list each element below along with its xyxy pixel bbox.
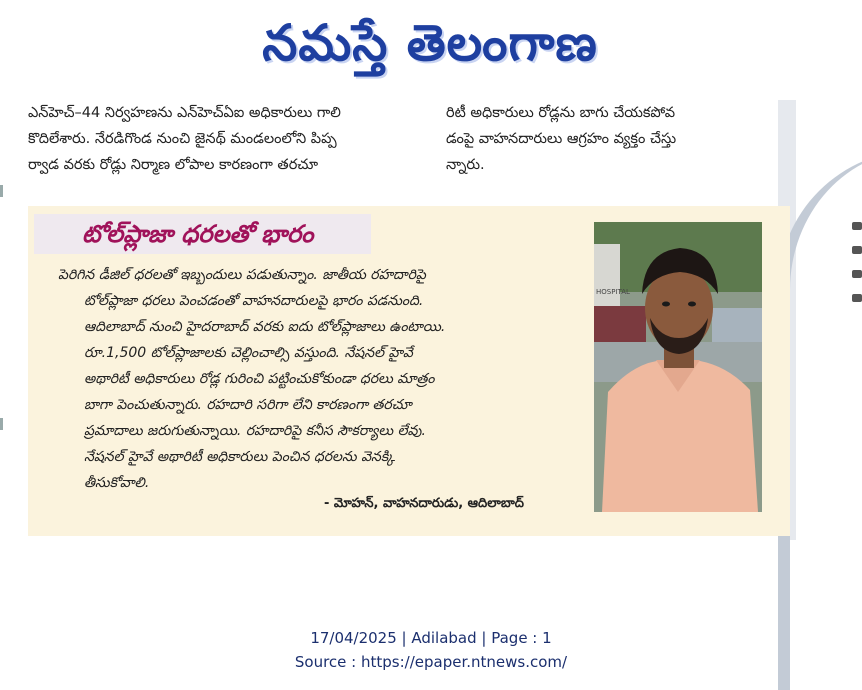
quote-line: టోల్‌ప్లాజా ధరలు పెంచడంతో వాహనదారులపై భారం పడనుంది. xyxy=(84,293,424,309)
edge-mark xyxy=(852,294,862,302)
edge-dot xyxy=(0,185,3,197)
box-title: టోల్‌ప్లాజా ధరలతో భారం xyxy=(82,220,314,248)
quote-line: అథారిటీ అధికారులు రోడ్ల గురించి పట్టించుకోకుండా ధరలు మాత్రం xyxy=(84,371,435,387)
page-footer xyxy=(0,626,862,674)
quote-line: ఆదిలాబాద్‌ నుంచి హైదరాబాద్‌ వరకు ఐదు టోల్‌ప్లాజాలు ఉంటాయి. xyxy=(84,319,446,335)
article-line: కొదిలేశారు. నేరడిగొండ నుంచి జైనథ్‌ మండలంలోని పిప్ప xyxy=(28,131,337,147)
edge-mark xyxy=(852,222,862,230)
source-link[interactable]: Source : https://epaper.ntnews.com/ xyxy=(294,653,568,671)
person-photo-illustration xyxy=(594,222,762,512)
newspaper-logo: నమస్తే తెలంగాణ xyxy=(262,14,598,72)
quote-line: బాగా పెంచుతున్నారు. రహదారి సరిగా లేని కారణంగా తరచూ xyxy=(84,397,412,413)
quote-attribution: - మోహన్‌, వాహనదారుడు, ఆదిలాబాద్‌ xyxy=(324,496,524,511)
quote-text xyxy=(58,262,588,496)
article-line: న్నారు. xyxy=(446,157,485,173)
person-photo xyxy=(594,222,762,512)
hospital-sign: HOSPITAL xyxy=(596,288,630,296)
article-line: డంపై వాహనదారులు ఆగ్రహం వ్యక్తం చేస్తు xyxy=(446,131,677,147)
edge-dot xyxy=(0,418,3,430)
quote-box xyxy=(28,206,790,536)
article-line: ర్వాడ వరకు రోడ్లు నిర్మాణ లోపాల కారణంగా తరచూ xyxy=(28,157,319,173)
quote-line: ప్రమాదాలు జరుగుతున్నాయి. రహదారిపై కనీస సౌకర్యాలు లేవు. xyxy=(84,423,426,439)
quote-line: నేషనల్‌ హైవే అథారిటీ అధికారులు పెంచిన ధరలను వెనక్కి xyxy=(84,449,395,465)
page-curve-decoration xyxy=(778,150,862,690)
edge-mark xyxy=(852,246,862,254)
quote-line: పెరిగిన డీజిల్‌ ధరలతో ఇబ్బందులు పడుతున్నాం. జాతీయ రహదారిపై xyxy=(58,267,426,283)
edition-info: 17/04/2025 | Adilabad | Page : 1 xyxy=(310,629,552,647)
edge-mark xyxy=(852,270,862,278)
article-right-column xyxy=(446,100,766,178)
article-line: రిటీ అధికారులు రోడ్లను బాగు చేయకపోవ xyxy=(446,105,676,121)
quote-line: రూ.1,500 టోల్‌ప్లాజాలకు చెల్లించాల్సి వస్తుంది. నేషనల్‌ హైవే xyxy=(84,345,413,361)
article-left-column xyxy=(28,100,423,178)
article-line: ఎన్‌హెచ్‌–44 నిర్వహణను ఎన్‌హెచ్‌ఏఐ అధికారులు గాలి xyxy=(28,105,341,121)
quote-line: తీసుకోవాలి. xyxy=(84,475,150,491)
masthead xyxy=(0,0,862,90)
